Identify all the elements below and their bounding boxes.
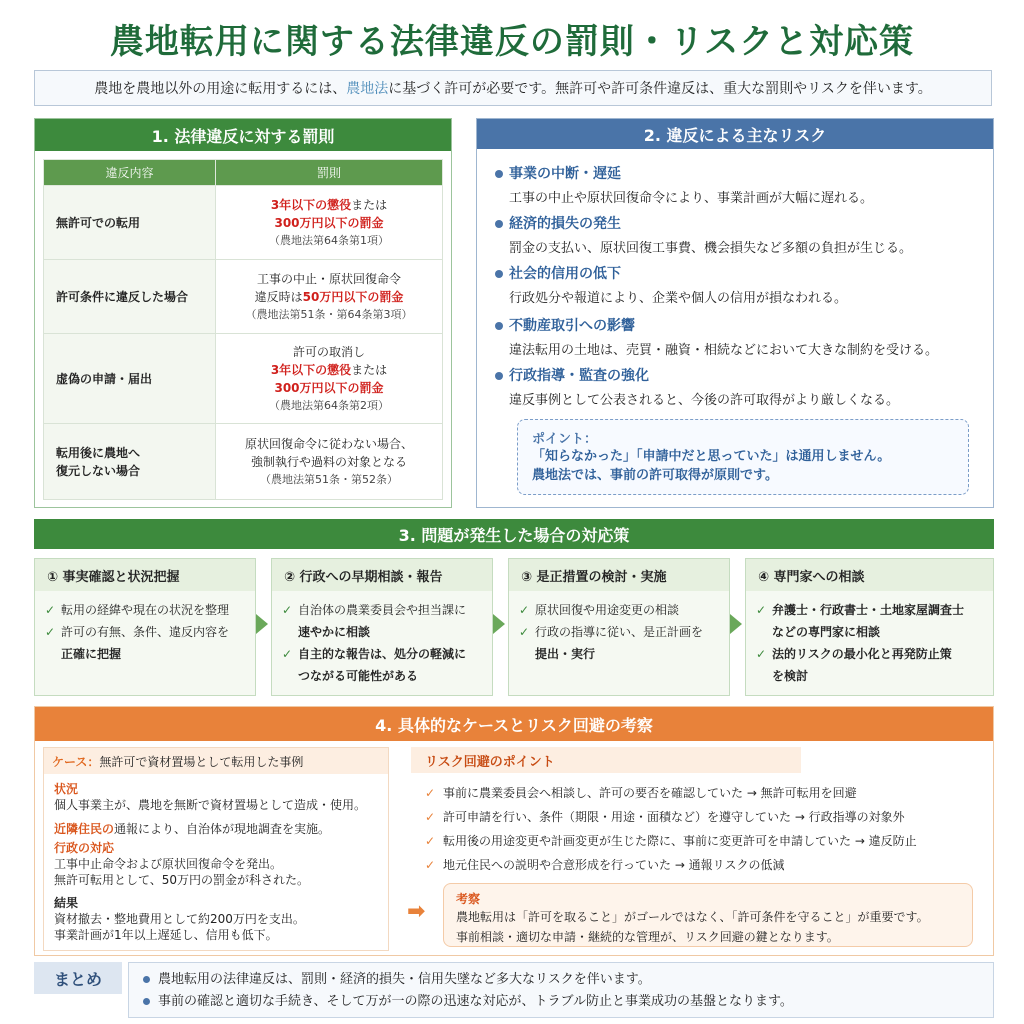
list-item: [282, 621, 482, 643]
case-block-text: 無許可転用として、50万円の罰金が科された。: [54, 873, 310, 887]
risk-item: [495, 213, 985, 256]
penalties-heading: 1. 法律違反に対する罰則: [35, 119, 451, 151]
summary-item: [143, 969, 979, 991]
risk-avoidance-title: リスク回避のポイント: [411, 747, 801, 773]
case-title: 無許可で資材置場として転用した事例: [99, 754, 304, 769]
arrow-right-icon: [493, 614, 505, 634]
penalty-cell: [216, 334, 443, 424]
point-line: 「知らなかった」「申請中だと思っていた」は通用しません。: [532, 449, 891, 464]
risk-title: 行政指導・監査の強化: [509, 368, 649, 384]
risk-title: 不動産取引への影響: [509, 318, 635, 334]
bullet-dot-icon: [143, 998, 150, 1005]
case-block: [44, 780, 388, 813]
table-row: [44, 186, 443, 260]
check-icon: ✓: [519, 603, 530, 617]
list-item-text: 提出・実行: [535, 647, 596, 661]
case-block-text: 工事中止命令および原状回復命令を発出。: [54, 857, 283, 871]
list-item: [756, 665, 983, 687]
case-box: [43, 747, 389, 951]
penalty-text: 強制執行や過料の対象となる: [250, 454, 407, 469]
check-icon: ✓: [425, 834, 436, 848]
summary-item-text: 事前の確認と適切な手続き、そして万が一の際の迅速な対応が、トラブル防止と事業成功の基盤となります。: [158, 994, 793, 1009]
risks-heading: 2. 違反による主なリスク: [477, 119, 993, 149]
penalty-text: 原状回復命令に従わない場合、: [244, 436, 413, 451]
list-item: [45, 643, 245, 665]
risk-description: 違反事例として公表されると、今後の許可取得がより厳しくなる。: [509, 393, 900, 408]
list-item: [425, 853, 987, 877]
list-item-text: などの専門家に相談: [772, 625, 881, 639]
penalty-cell: [216, 260, 443, 334]
point-line: 農地法では、事前の許可取得が原則です。: [532, 468, 778, 483]
intro-text-after: に基づく許可が必要です。無許可や許可条件違反は、重大な罰則やリスクを伴います。: [388, 81, 932, 97]
intro-banner: [34, 70, 992, 106]
risk-title: 経済的損失の発生: [509, 216, 621, 232]
list-item-text: 行政の指導に従い、是正計画を: [535, 625, 704, 639]
step-title: ④ 専門家への相談: [746, 559, 993, 591]
list-item: [519, 599, 719, 621]
column-header-penalty: 罰則: [216, 160, 443, 186]
table-row: [44, 334, 443, 424]
table-header-row: [44, 160, 443, 186]
risk-title: 社会的信用の低下: [509, 266, 621, 282]
list-item: [425, 805, 987, 829]
list-item: [519, 621, 719, 643]
penalties-section: [34, 118, 452, 508]
penalty-red-text: 300万円以下の罰金: [274, 215, 384, 230]
intro-text-before: 農地を農地以外の用途に転用するには、: [94, 81, 347, 97]
violation-label: 虚偽の申請・届出: [44, 334, 216, 424]
case-block-title: 状況: [54, 782, 79, 796]
list-item: [282, 643, 482, 665]
risk-description: 罰金の支払い、原状回復工事費、機会損失など多額の負担が生じる。: [509, 241, 913, 256]
step-title: ③ 是正措置の検討・実施: [509, 559, 729, 591]
case-block: [44, 839, 388, 888]
step-card: [508, 558, 730, 696]
penalty-text: 違反時は: [254, 289, 303, 304]
check-icon: ✓: [45, 625, 56, 639]
case-block-title: 結果: [54, 896, 79, 910]
step-title: ① 事実確認と状況把握: [35, 559, 255, 591]
risk-item: [495, 315, 985, 358]
case-header: [44, 748, 388, 774]
check-icon: ✓: [425, 858, 436, 872]
risks-section: [476, 118, 994, 508]
risk-item: [495, 263, 985, 306]
violation-label: 許可条件に違反した場合: [44, 260, 216, 334]
list-item: [282, 599, 482, 621]
list-item: [425, 781, 987, 805]
case-block-title: 近隣住民の: [54, 822, 115, 836]
list-item-text: 速やかに相談: [298, 625, 371, 639]
risk-item: [495, 365, 985, 408]
law-reference: （農地法第51条・第52条）: [260, 472, 398, 486]
bullet-dot-icon: [143, 976, 150, 983]
violation-label: 無許可での転用: [44, 186, 216, 260]
risk-title: 事業の中断・遅延: [509, 166, 621, 182]
check-icon: ✓: [282, 647, 293, 661]
penalty-cell: [216, 186, 443, 260]
case-block-title: 行政の対応: [54, 841, 115, 855]
penalty-connector: または: [351, 197, 388, 212]
penalty-connector: または: [351, 362, 388, 377]
bullet-dot-icon: [495, 372, 503, 380]
list-item-text: 地元住民への説明や合意形成を行っていた → 通報リスクの低減: [443, 858, 785, 872]
check-icon: ✓: [756, 647, 767, 661]
list-item-text: 正確に把握: [61, 647, 122, 661]
case-block-text: 事業計画が1年以上遅延し、信用も低下。: [54, 928, 278, 942]
bullet-dot-icon: [495, 322, 503, 330]
summary-label: まとめ: [34, 962, 122, 994]
arrow-right-icon: [730, 614, 742, 634]
check-icon: ✓: [425, 786, 436, 800]
countermeasures-heading: 3. 問題が発生した場合の対応策: [34, 519, 994, 549]
penalty-red-text: 3年以下の懲役: [270, 362, 352, 377]
case-study-section: [34, 706, 994, 956]
risk-item: [495, 163, 985, 206]
table-row: [44, 260, 443, 334]
arrow-right-icon: [256, 614, 268, 634]
list-item-text: 自主的な報告は、処分の軽減に: [298, 647, 467, 661]
list-item-text: 自治体の農業委員会や担当課に: [298, 603, 467, 617]
summary-item: [143, 991, 979, 1013]
list-item-text: 許可申請を行い、条件（期限・用途・面積など）を遵守していた → 行政指導の対象外: [443, 810, 905, 824]
law-reference: （農地法第51条・第64条第3項）: [245, 307, 413, 321]
case-block-text: 個人事業主が、農地を無断で資材置場として造成・使用。: [54, 798, 367, 812]
consideration-title: 考察: [456, 892, 481, 906]
violation-label: [44, 424, 216, 500]
list-item-text: を検討: [772, 669, 809, 683]
intro-highlight: 農地法: [346, 81, 389, 97]
case-label: ケース：: [52, 754, 100, 769]
check-icon: ✓: [282, 603, 293, 617]
list-item: [282, 665, 482, 687]
penalty-red-text: 3年以下の懲役: [270, 197, 352, 212]
risk-description: 工事の中止や原状回復命令により、事業計画が大幅に遅れる。: [509, 191, 874, 206]
step-card: [34, 558, 256, 696]
check-icon: ✓: [519, 625, 530, 639]
violation-label-line: 復元しない場合: [56, 463, 141, 478]
list-item-text: 転用後の用途変更や計画変更が生じた際に、事前に変更許可を申請していた → 違反防止: [443, 834, 917, 848]
step-card: [745, 558, 994, 696]
bullet-dot-icon: [495, 270, 503, 278]
risk-avoidance-box: [411, 747, 987, 877]
consideration-line: 農地転用は「許可を取ること」がゴールではなく、「許可条件を守ること」が重要です。: [456, 910, 929, 924]
law-reference: （農地法第64条第2項）: [269, 398, 389, 412]
case-block: [44, 821, 388, 837]
step-card: [271, 558, 493, 696]
list-item: [519, 643, 719, 665]
case-block-text: 通報により、自治体が現地調査を実施。: [114, 822, 331, 836]
list-item: [756, 621, 983, 643]
list-item: [756, 599, 983, 621]
point-title: ポイント：: [532, 432, 598, 447]
risk-description: 行政処分や報道により、企業や個人の信用が損なわれる。: [509, 291, 848, 306]
list-item: [756, 643, 983, 665]
summary-box: [128, 962, 994, 1018]
list-item: [425, 829, 987, 853]
column-header-violation: 違反内容: [44, 160, 216, 186]
consideration-line: 事前相談・適切な申請・継続的な管理が、リスク回避の鍵となります。: [456, 930, 839, 944]
violation-label-line: 転用後に農地へ: [56, 445, 141, 460]
penalties-table: [43, 159, 443, 500]
list-item: [45, 599, 245, 621]
list-item-text: 転用の経緯や現在の状況を整理: [61, 603, 230, 617]
list-item-text: 法的リスクの最小化と再発防止策: [772, 647, 952, 661]
list-item-text: つながる可能性がある: [298, 669, 419, 683]
list-item-text: 弁護士・行政書士・土地家屋調査士: [772, 603, 965, 617]
point-callout: [517, 419, 969, 495]
page-title: 農地転用に関する法律違反の罰則・リスクと対応策: [109, 22, 915, 62]
penalty-text: 工事の中止・原状回復命令: [256, 271, 401, 286]
list-item-text: 許可の有無、条件、違反内容を: [61, 625, 230, 639]
case-block-text: 資材撤去・整地費用として約200万円を支出。: [54, 912, 305, 926]
penalty-cell: [216, 424, 443, 500]
check-icon: ✓: [756, 603, 767, 617]
list-item: [45, 621, 245, 643]
risk-description: 違法転用の土地は、売買・融資・相続などにおいて大きな制約を受ける。: [509, 343, 939, 358]
list-item-text: 原状回復や用途変更の相談: [535, 603, 680, 617]
list-item-text: 事前に農業委員会へ相談し、許可の要否を確認していた → 無許可転用を回避: [443, 786, 857, 800]
bullet-dot-icon: [495, 220, 503, 228]
arrow-right-icon: ➡: [407, 899, 426, 924]
check-icon: ✓: [45, 603, 56, 617]
summary-item-text: 農地転用の法律違反は、罰則・経済的損失・信用失墜など多大なリスクを伴います。: [158, 972, 651, 987]
penalty-red-text: 300万円以下の罰金: [274, 380, 384, 395]
case-study-heading: 4. 具体的なケースとリスク回避の考察: [35, 707, 993, 741]
law-reference: （農地法第64条第1項）: [269, 233, 389, 247]
penalty-text: 許可の取消し: [292, 344, 365, 359]
table-row: [44, 424, 443, 500]
consideration-box: [443, 883, 973, 947]
check-icon: ✓: [425, 810, 436, 824]
penalty-red-text: 50万円以下の罰金: [302, 289, 404, 304]
bullet-dot-icon: [495, 170, 503, 178]
case-block: [44, 894, 388, 943]
step-title: ② 行政への早期相談・報告: [272, 559, 492, 591]
